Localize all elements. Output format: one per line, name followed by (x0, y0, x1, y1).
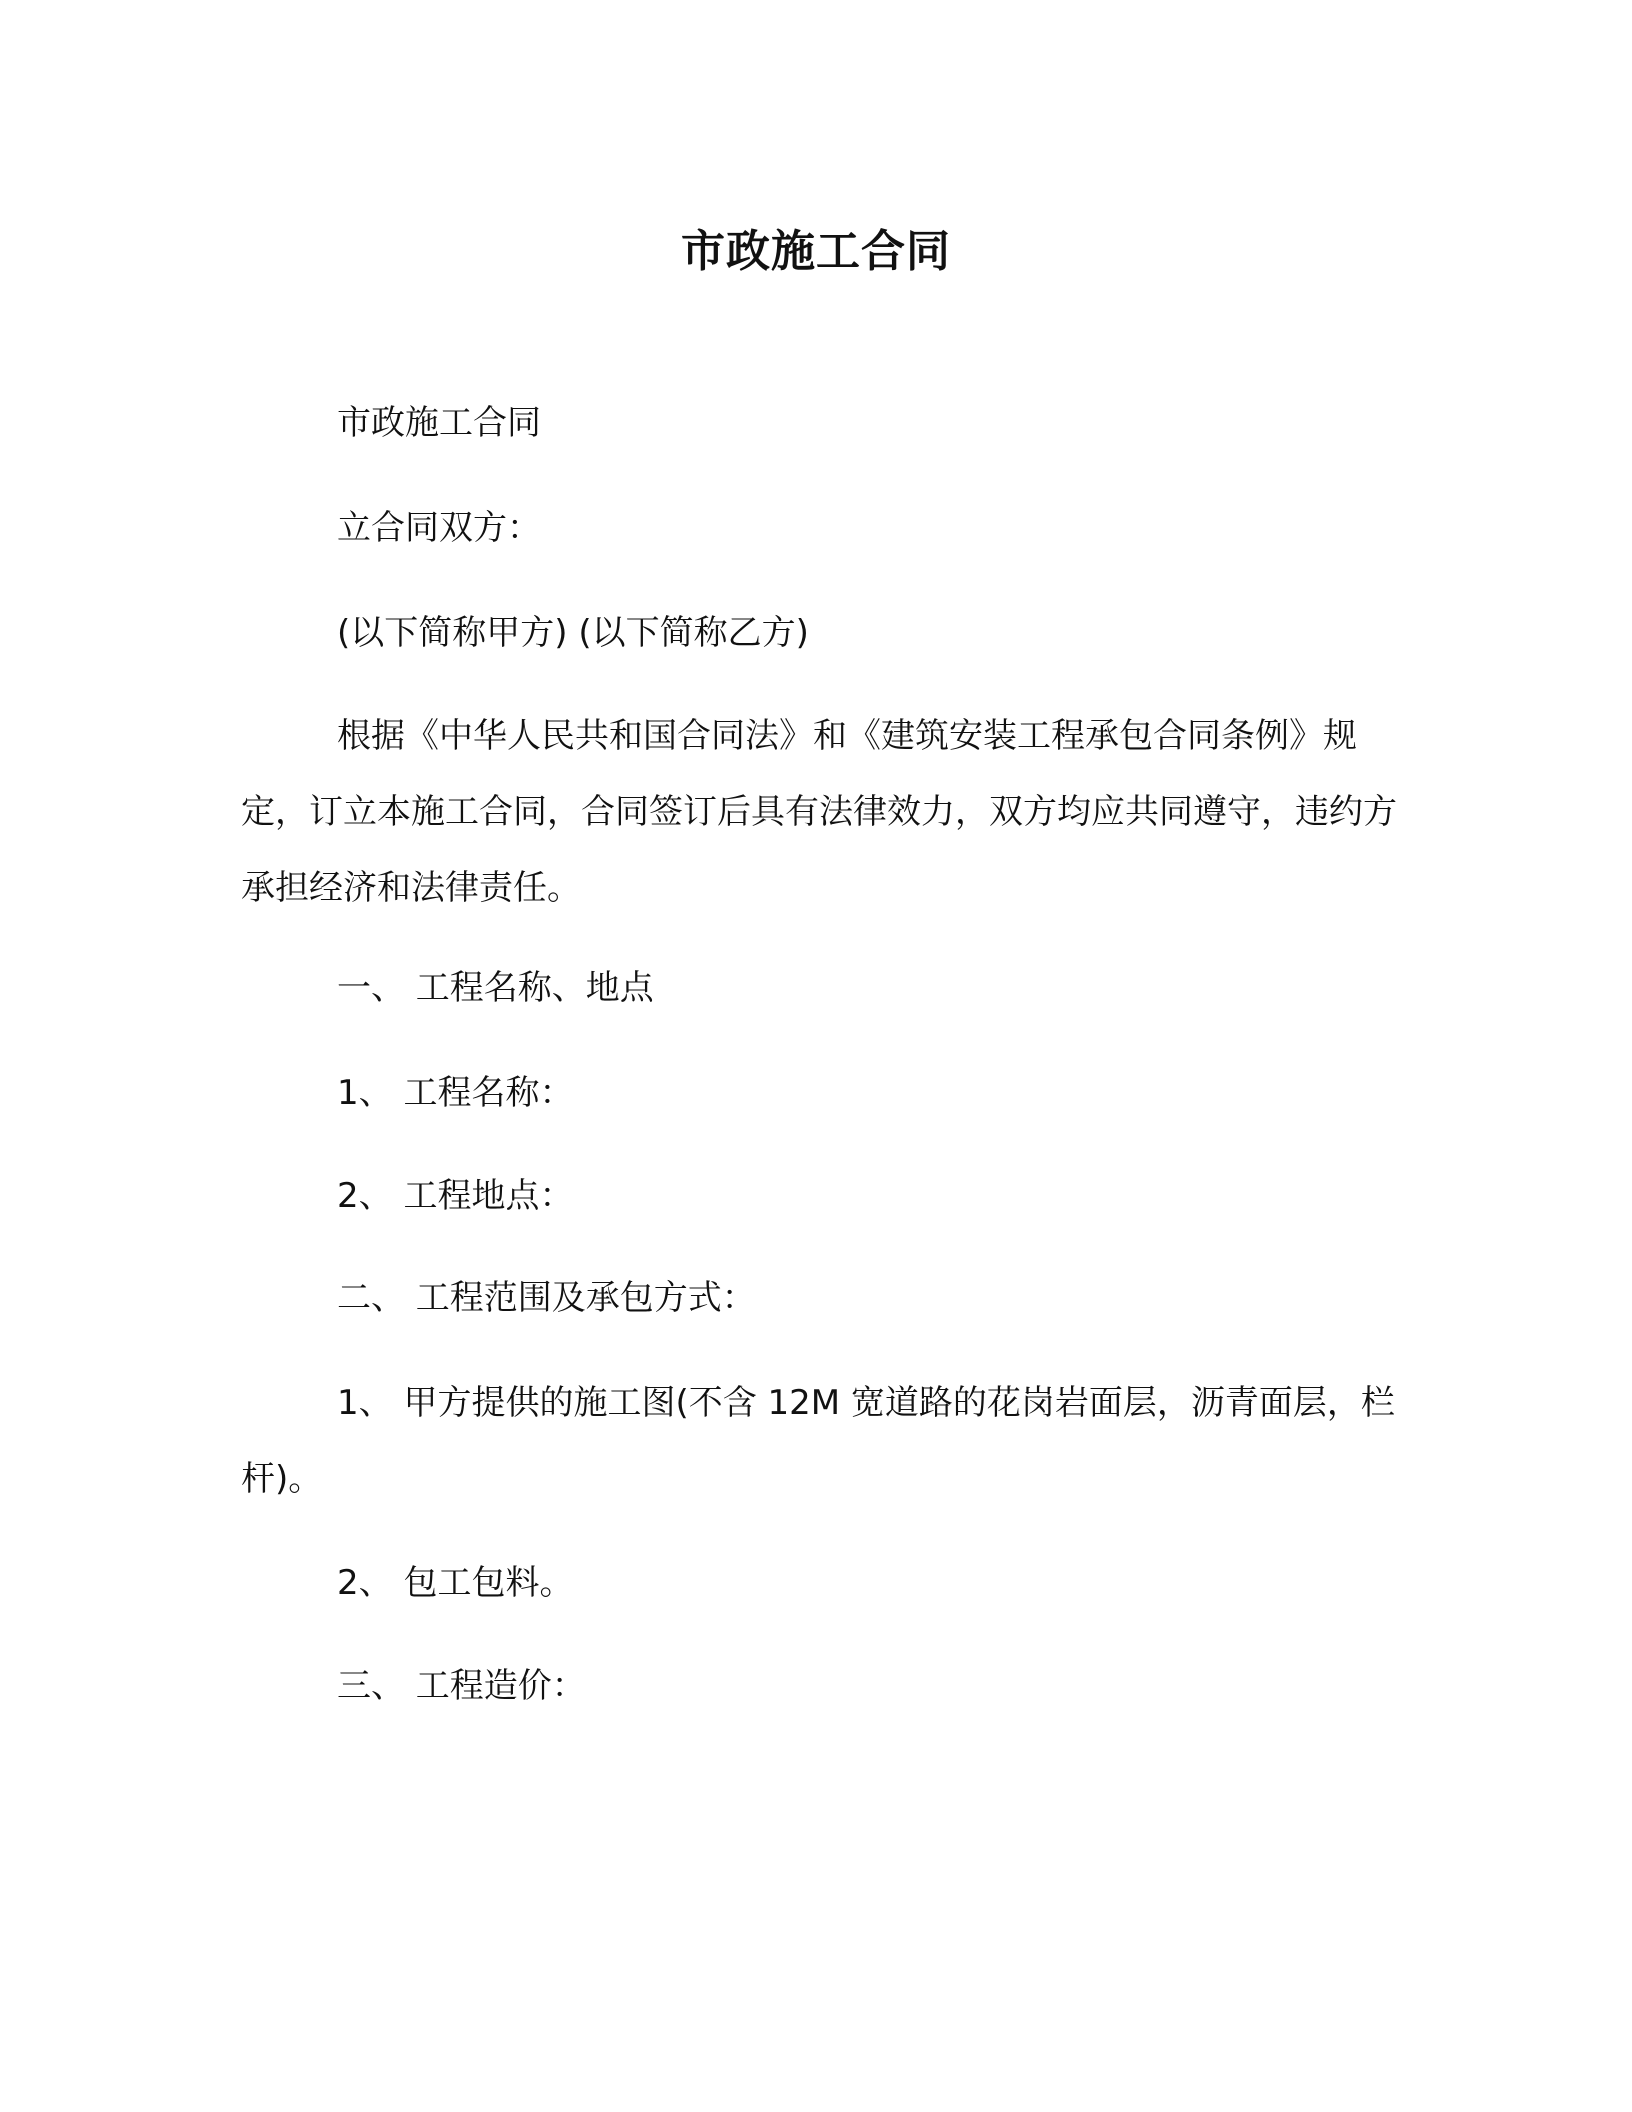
section-2-heading: 二、 工程范围及承包方式： (337, 1278, 756, 1318)
item-project-name: 1、 工程名称： (337, 1073, 574, 1113)
section-1-heading: 一、 工程名称、地点 (337, 968, 654, 1008)
document-title: 市政施工合同 (681, 226, 951, 277)
item-project-location: 2、 工程地点： (337, 1176, 574, 1216)
paragraph-heading: 市政施工合同 (337, 403, 541, 443)
item-labor-materials: 2、 包工包料。 (337, 1563, 574, 1603)
paragraph-parties: 立合同双方： (337, 508, 541, 548)
paragraph-party-names: (以下简称甲方) (以下简称乙方) (337, 613, 809, 653)
section-3-heading: 三、 工程造价： (337, 1666, 586, 1706)
paragraph-legal-basis: 根据《中华人民共和国合同法》和《建筑安装工程承包合同条例》规定，订立本施工合同，合同签订后具有法律效力，双方均应共同遵守，违约方承担经济和法律责任。 (241, 716, 1397, 908)
item-construction-drawings: 1、 甲方提供的施工图(不含 12M 宽道路的花岗岩面层，沥青面层，栏杆)。 (241, 1383, 1395, 1499)
